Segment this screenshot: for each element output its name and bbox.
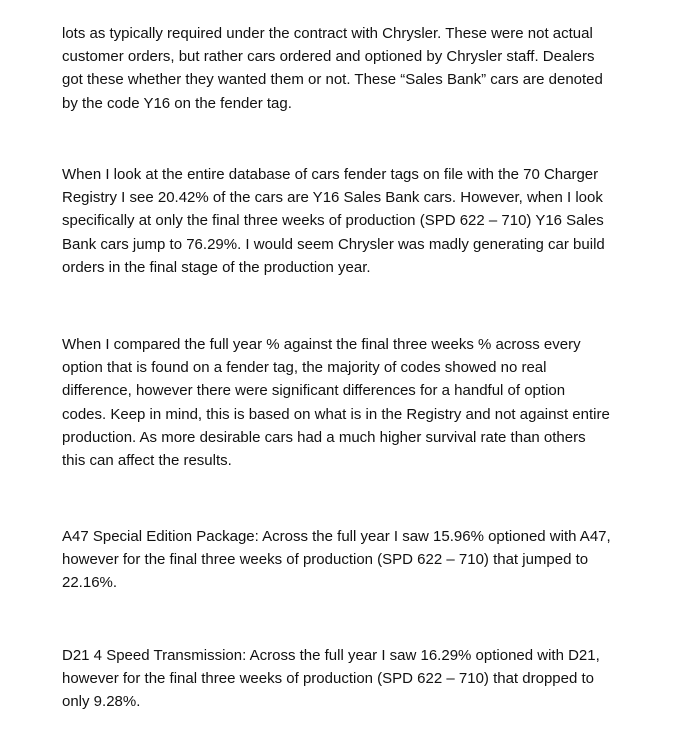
text-line: Bank cars jump to 76.29%. I would seem Chrysler was madly generating car build: [62, 235, 605, 253]
text-line: got these whether they wanted them or not. These “Sales Bank” cars are denoted: [62, 71, 603, 89]
text-line: D21 4 Speed Transmission: Across the full year I saw 16.29% optioned with D21,: [62, 647, 600, 664]
paragraph-sales-bank-intro: [62, 22, 662, 115]
text-line: lots as typically required under the contract with Chrysler. These were not actual: [62, 25, 593, 42]
paragraph-d21-transmission: [62, 644, 662, 714]
paragraph-a47-package: [62, 525, 662, 595]
text-line: however for the final three weeks of production (SPD 622 – 710) that jumped to: [62, 551, 589, 569]
text-line: When I look at the entire database of cars fender tags on file with the 70 Charger: [62, 166, 599, 183]
text-line: production. As more desirable cars had a much higher survival rate than others: [62, 428, 586, 446]
text-line: option that is found on a fender tag, the majority of codes showed no real: [62, 359, 547, 377]
text-line: specifically at only the final three weeks of production (SPD 622 – 710) Y16 Sales: [62, 212, 604, 230]
text-line: A47 Special Edition Package: Across the full year I saw 15.96% optioned with A47,: [62, 528, 611, 545]
text-line: 22.16%.: [62, 574, 118, 592]
text-line: difference, however there were significant differences for a handful of option: [62, 382, 566, 400]
text-line: When I compared the full year % against the final three weeks % across every: [62, 336, 581, 353]
text-line: this can affect the results.: [62, 452, 232, 470]
text-line: by the code Y16 on the fender tag.: [62, 94, 292, 112]
text-line: customer orders, but rather cars ordered and optioned by Chrysler staff. Dealers: [62, 48, 595, 66]
text-line: orders in the final stage of the production year.: [62, 258, 371, 276]
text-line: codes. Keep in mind, this is based on what is in the Registry and not against entire: [62, 405, 610, 423]
paragraph-option-comparison: [62, 333, 662, 472]
text-line: only 9.28%.: [62, 693, 141, 711]
text-line: Registry I see 20.42% of the cars are Y16 Sales Bank cars. However, when I look: [62, 189, 603, 207]
paragraph-y16-statistics: [62, 163, 662, 279]
text-line: however for the final three weeks of production (SPD 622 – 710) that dropped to: [62, 670, 594, 688]
